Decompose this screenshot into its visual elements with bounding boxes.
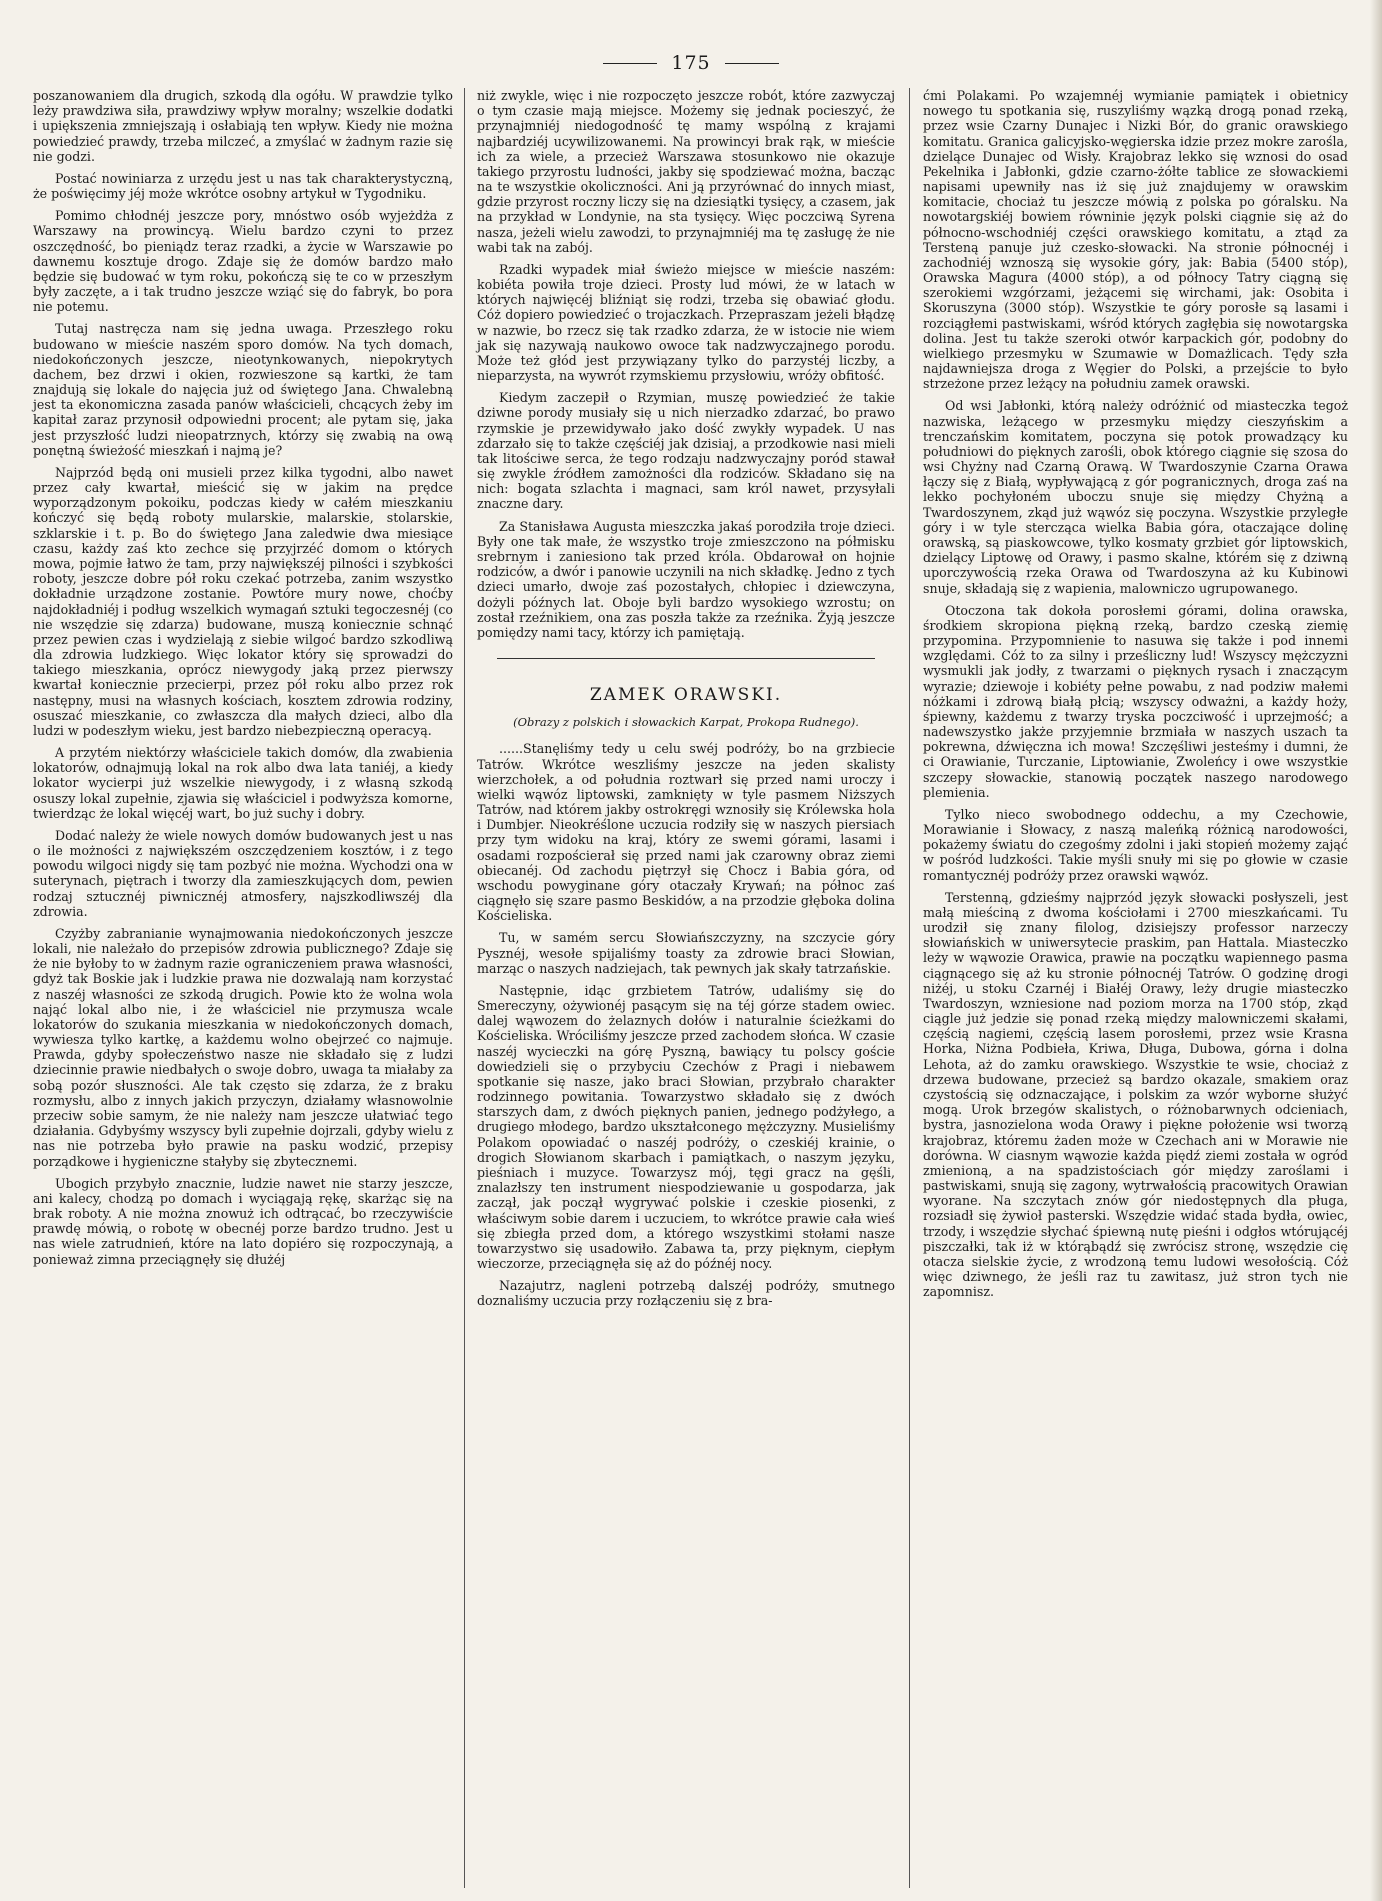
paragraph: Tutaj nastręcza nam się jedna uwaga. Przeszłego roku budowano w mieście naszém sporo domów. Na tych domach, niedokończonych jeszcze, nieotynkowanych, niepokrytych dachem, bez drzwi i okien, rozwieszone są kartki, że tam znajdują się lokale do najęcia już od świętego Jana. Chwalebną jest ta ekonomiczna zasada panów właścicieli, chcących żeby im kapitał zaraz przynosił odpowiedni procent; ale pytam się, jaka jest przyszłość ludzi nieopatrznych, którzy się zwabią na ową ponętną świeżość mieszkań i najmą je? <box>33 321 453 458</box>
paragraph: Postać nowiniarza z urzędu jest u nas tak charakterystyczną, że poświęcimy jéj może wkrótce osobny artykuł w Tygodniku. <box>33 170 453 202</box>
article-subtitle: (Obrazy z polskich i słowackich Karpat, Prokopa Rudnego). <box>513 714 859 729</box>
column-divider-2 <box>909 88 910 1888</box>
column-2-lower-text <box>477 741 895 1308</box>
paragraph: Kiedym zaczepił o Rzymian, muszę powiedzieć że takie dziwne porody musiały się u nich nierzadko zdarzać, bo prawo rzymskie je przewidywało jako dość zwykły wypadek. U nas zdarzało się to także częściéj jak dzisiaj, a przodkowie nasi mieli tak litościwe serca, że tego rodzaju nadzwyczajny poród stawał się zwykle źródłem zamożności dla rodziców. Składano się na nich: bogata szlachta i magnaci, sam król nawet, przysyłali znaczne dary. <box>477 390 895 512</box>
paragraph: poszanowaniem dla drugich, szkodą dla ogółu. W prawdzie tylko leży prawdziwa siła, prawdziwy wpływ moralny; wszelkie dodatki i upiększenia zmniejszają i osłabiają ten wpływ. Kiedy nie można powiedzieć prawdy, trzeba milczeć, a zmyślać w żadnym razie się nie godzi. <box>33 88 453 164</box>
paragraph: Tu, w samém sercu Słowiańszczyzny, na szczycie góry Pysznéj, wesołe spijaliśmy toasty za zdrowie braci Słowian, marząc o naszych nadziejach, tak pewnych jak skały tatrzańskie. <box>477 930 895 976</box>
paragraph: Od wsi Jabłonki, którą należy odróżnić od miasteczka tegoż nazwiska, leżącego w przesmyku między cieszyńskim a trenczańskim komitatem, poczyna się potok prowadzący ku południowi do pięknych zarośli, obok którego ciągnie się szosa do wsi Chyżny nad Czarną Orawą. W Twardoszynie Czarna Orawa łączy się z Białą, wypływającą z gór pogranicznych, droga zaś na lekko pochyłoném uboczu snuje się między Chyżną a Twardoszynem, zkąd już wąwóz się poczyna. Wszystkie przyległe góry i w tyle stercząca wielka Babia góra, otaczające dolinę orawską, są piaskowcowe, tylko kosmaty grzbiet gór liptowskich, dzielący Liptowę od Orawy, i pasmo skalne, którém się z dziwną uporczywością rzeka Orawa od Twardoszyna aż ku Kubinowi snuje, składają się z wapienia, malowniczo ugrupowanego. <box>923 398 1348 596</box>
page-header <box>0 52 1382 74</box>
paragraph: Tylko nieco swobodnego oddechu, a my Czechowie, Morawianie i Słowacy, z naszą maleńką różnicą narodowości, pokażemy światu do czegośmy zdolni i jaki stopień możemy zająć w pośród ludzkości. Takie myśli snuły mi się po głowie w czasie romantycznéj podróży przez orawski wąwóz. <box>923 806 1348 883</box>
column-1 <box>33 88 453 1274</box>
page-number: 175 <box>671 52 711 74</box>
paragraph: ......Stanęliśmy tedy u celu swéj podróży, bo na grzbiecie Tatrów. Wkrótce weszliśmy jeszcze na jeden skalisty wierzchołek, a od południa roztwarł się przed nami uroczy i wielki wąwóz liptowski, zamknięty w tyle pasmem Niższych Tatrów, nad którem jakby ostrokręgi wznosiły się Królewska hola i Dumbjer. Nieokréślone uczucia rodziły się w naszych piersiach przy tym widoku na kraj, który ze swemi górami, lasami i osadami rozpościerał się przed nami jak czarowny obraz ziemi obiecanéj. Od zachodu piętrzył się Chocz i Babia góra, od wschodu powyginane góry otaczały Krywań; na północ zaś ciągnęło się szare pasmo Beskidów, a na przodzie głęboka dolina Kościeliska. <box>477 741 895 924</box>
section-separator <box>497 658 875 659</box>
paragraph: Najprzód będą oni musieli przez kilka tygodni, albo nawet przez cały kwartał, mieścić się w jakim na prędce wyporządzonym pokoiku, podczas kiedy w całém mieszkaniu kończyć się będą roboty mularskie, malarskie, stolarskie, szklarskie i t. p. Bo do świętego Jana zaledwie dwa miesiące czasu, każdy zaś kto zechce się przyjrzéć domom o których mowa, pojmie łatwo że tam, przy największéj pilności i szybkości roboty, jeszcze dobre pół roku czekać potrzeba, zanim wszystko dokładnie urządzone zostanie. Powtóre mury nowe, choćby najdokładniéj i podług wszelkich wymagań sztuki tegoczesnéj (co nie wszędzie się zdarza) budowane, muszą koniecznie schnąć przez pewien czas i wydzielają z siebie wilgoć bardzo szkodliwą dla zdrowia ludzkiego. Więc lokator który się sprowadzi do takiego mieszkania, oprócz niewygody jaką przez pierwszy kwartał koniecznie przecierpi, przez pół roku albo przez rok następny, musi na własnych kościach, kosztem zdrowia rodziny, osuszać mieszkanie, co zwłaszcza dla małych dzieci, albo dla ludzi w podeszłym wieku, jest bardzo niebezpieczną operacyą. <box>33 464 453 738</box>
paragraph: Terstenną, gdzieśmy najprzód język słowacki posłyszeli, jest małą mieściną z dwoma kościołami i 2700 mieszkańcami. Tu urodził się znany filolog, dzisiejszy professor narzeczy słowiańskich w uniwersytecie praskim, pan Hattala. Miasteczko leży w wąwozie Orawica, prawie na początku wapiennego pasma ciągnącego się aż ku stronie północnéj Tatrów. O godzinę drogi niżéj, u stoku Czarnéj i Białéj Orawy, leży drugie miasteczko Twardoszyn, wzniesione nad poziom morza na 1700 stóp, zkąd ciągle już jedzie się ponad rzeką między malowniczemi skałami, częścią nagiemi, częścią lasem porosłemi, przez wsie Krasna Horka, Niżna Podbieła, Kriwa, Długa, Dubowa, górna i dolna Lehota, aż do zamku orawskiego. Wszystkie te wsie, chociaż z drzewa budowane, przecież są bardzo okazale, smakiem oraz czystością się odznaczające, i polskim za wzór wyborne służyć mogą. Urok brzegów skalistych, o różnobarwnych odcieniach, bystra, jasnozielona woda Orawy i piękne położenie wsi tworzą krajobraz, któremu żaden może w Czechach ani w Morawie nie dorówna. W ciasnym wąwozie każda piędź ziemi została w ogród zmienioną, a na spadzistościach gór między zaroślami i pastwiskami, snują się zagony, wytrwałością pracowitych Orawian wyorane. Na szczytach znów gór niedostępnych dla pługa, rozsiadł się żywioł pasterski. Wszędzie widać stada bydła, owiec, trzody, i wszędzie słychać śpiewną nutę pieśni i odgłos wtórującéj piszczałki, tak iż w którąbądź się zwrócisz stronę, wszędzie cię otacza sielskie życie, z wrodzoną temu ludowi wesołością. Cóż więc dziwnego, że jeśli raz tu zawitasz, już stron tych nie zapomnisz. <box>923 889 1348 1300</box>
article-title: ZAMEK ORAWSKI. <box>589 685 783 706</box>
column-2-upper-text <box>477 88 895 640</box>
paragraph: Dodać należy że wiele nowych domów budowanych jest u nas o ile możności z największém oszczędzeniem kosztów, i z tego powodu wilgoci nigdy się tam pozbyć nie można. Wychodzi ona w suterynach, piętrach i tworzy dla zamieszkujących dom, pewien rodzaj sztucznéj piwnicznéj atmosfery, najszkodliwszéj dla zdrowia. <box>33 827 453 919</box>
paragraph: Otoczona tak dokoła porosłemi górami, dolina orawska, środkiem skropiona piękną rzeką, bardzo czeską ziemię przypomina. Przypomnienie to nasuwa się także i pod innemi względami. Cóż to za silny i prześliczny lud! Wszyscy mężczyzni wysmukli jak jodły, z twarzami o pięknych rysach i znaczącym wyrazie; dziewoje i kobiéty pełne powabu, z nad podziw małemi nóżkami i zdrową białą płcią; wszyscy odważni, a każdy hoży, śpiewny, każdemu z twarzy tryska poczciwość i uprzejmość; a nadewszystko jakże przyjemnie brzmiała w naszych uszach ta pokrewna, dźwięczna ich mowa! Szczęśliwi jesteśmy i dumni, że ci Orawianie, Turczanie, Liptowianie, Zwoleńcy i owe wszystkie szczepy słowackie, stanowią początek naszego narodowego plemienia. <box>923 602 1348 800</box>
paragraph: Pomimo chłodnéj jeszcze pory, mnóstwo osób wyjeżdża z Warszawy na prowincyą. Wielu bardzo czyni to przez oszczędność, bo pieniądz teraz rzadki, a życie w Warszawie po dawnemu kosztuje drogo. Zdaje się że domów bardzo mało będzie się budować w tym roku, pokończą się te co w przeszłym były zaczęte, a i tak trudno jeszcze wziąć się do fabryk, bo pora nie potemu. <box>33 208 453 315</box>
paragraph: Czyżby zabranianie wynajmowania niedokończonych jeszcze lokali, nie należało do przepisów zdrowia publicznego? Zdaje się że nie byłoby to w żadnym razie ograniczeniem prawa własności, gdyż tak Boskie jak i ludzkie prawa nie dozwalają nam korzystać z naszéj własności ze szkodą drugich. Powie kto że wolna wola nająć lokal albo nie, i że właściciel nie przymusza wcale lokatorów do szukania mieszkania w niedokończonych domach, wywiesza tylko kartkę, a każdemu wolno obejrzeć co najmuje. Prawda, gdyby społeczeństwo nasze nie składało się z ludzi dziecinnie prawie niedbałych o swoje dobro, uwaga ta miałaby za sobą pozór słuszności. Ale tak często się zdarza, że z braku rozmysłu, albo z innych jakich przyczyn, działamy własnowolnie przeciw sobie samym, że nie należy nam jeszcze ułatwiać tego działania. Gdybyśmy wszyscy byli zupełnie dojrzali, gdyby wielu z nas nie potrzeba było prawie na pasku wodzić, przepisy porządkowe i hygieniczne stałyby się zbytecznemi. <box>33 925 453 1169</box>
column-3 <box>923 88 1348 1306</box>
header-rule-left <box>603 63 657 64</box>
paragraph: Ubogich przybyło znacznie, ludzie nawet nie starzy jeszcze, ani kalecy, chodzą po domach i wyciągają rękę, skarżąc się na brak roboty. A nie można znowuż ich odtrącać, bo rzeczywiście prawdę mówią, o robotę w obecnéj porze bardzo trudno. Jest u nas wiele zatrudnień, które na lato dopiéro się rozpoczynają, a ponieważ zimna przeciągnęły się dłużéj <box>33 1175 453 1267</box>
paragraph: Następnie, idąc grzbietem Tatrów, udaliśmy się do Smereczyny, ożywionéj pasącym się na téj górze stadem owiec. dalej wąwozem do żelaznych dołów i naturalnie ścieżkami do Kościeliska. Wróciliśmy jeszcze przed zachodem słońca. W czasie naszéj wycieczki na górę Pyszną, bawiący tu polscy goście dowiedzieli się o przybyciu Czechów z Pragi i niebawem spotkanie się nasze, jako braci Słowian, przybrało charakter rodzinnego powitania. Towarzystwo składało się z dwóch starszych dam, z dwóch pięknych panien, jednego podżyłego, a drugiego młodego, bardzo ukształconego mężczyzny. Musieliśmy Polakom opowiadać o naszéj podróży, o czeskiéj krainie, o drogich Słowianom skarbach i pamiątkach, o naszym języku, pieśniach i muzyce. Towarzysz mój, tęgi gracz na gęśli, znalazłszy ten instrument niespodziewanie u gospodarza, jak zaczął, jak począł wygrywać polskie i czeskie piosenki, z właściwym sobie darem i uczuciem, to wkrótce prawie cała wieś się zbiegła przed dom, a którego wszystkimi stołami nasze towarzystwo się usadowiło. Zabawa ta, przy pięknym, ciepłym wieczorze, przeciągnęła się aż do późnéj nocy. <box>477 982 895 1272</box>
paragraph: Nazajutrz, nagleni potrzebą dalszéj podróży, smutnego doznaliśmy uczucia przy rozłączeniu się z bra- <box>477 1278 895 1309</box>
paragraph: Rzadki wypadek miał świeżo miejsce w mieście naszém: kobiéta powiła troje dzieci. Prosty lud mówi, że w latach w których najwięcéj bliźniąt się rodzi, trzeba się obawiać głodu. Cóż dopiero powiedzieć o trojaczkach. Przepraszam jeżeli błądzę w nazwie, bo rzecz się tak rzadko zdarza, że w istocie nie wiem jak się nazywają naukowo owoce tak nadzwyczajnego porodu. Może też głód jest przywiązany tylko do parzystéj liczby, a nieparzysta, na wywrót rzymskiemu przysłowiu, wróży obfitość. <box>477 261 895 384</box>
paragraph: ćmi Polakami. Po wzajemnéj wymianie pamiątek i obietnicy nowego tu spotkania się, ruszyliśmy wązką drogą ponad rzeką, przez wsie Czarny Dunajec i Nizki Bór, do granic orawskiego komitatu. Granica galicyjsko-węgierska idzie przez mokre zarośla, dzielące Dunajec od Wisły. Krajobraz lekko się wznosi do osad Pekelnika i Jabłonki, gdzie czarno-żółte tablice ze słowackiemi napisami upewniły nas iż się już znajdujemy w orawskim komitacie, chociaż tu jeszcze mówią z polska po góralsku. Na nowotargskiéj bowiem równinie język polski ciągnie się aż do północno-wschodniéj części orawskiego komitatu, a ztąd za Tersteną panuje już czesko-słowacki. Na stronie północnéj i zachodniéj wznoszą się wysokie góry, jak: Babia (5400 stóp), Orawska Magura (4000 stóp), a od północy Tatry ciągną się szerokiemi wzgórzami, jeżącemi się wirchami, jak: Osobita i Skoruszyna (3000 stóp). Wszystkie te góry porosłe są lasami i rozciągłemi pastwiskami, wśród których zagłębia się nowotargska dolina. Jest tu także szeroki otwór karpackich gór, podobny do wielkiego przesmyku w Szumawie w Domażlicach. Tędy szła najdawniejsza droga z Węgier do Polski, a przejście to było strzeżone przez leżący na południu zamek orawski. <box>923 88 1348 392</box>
header-rule-right <box>725 63 779 64</box>
page-edge-shadow <box>1370 0 1382 1901</box>
column-divider-1 <box>464 88 465 1888</box>
paragraph: niż zwykle, więc i nie rozpoczęto jeszcze robót, które zazwyczaj o tym czasie mają miejsce. Możemy się jednak pocieszyć, że przynajmniéj niedogodność tę mamy wspólną z krajami najbardziéj ucywilizowanemi. Na prowincyi brak rąk, w mieście ich za wiele, a przecież Warszawa stosunkowo nie okazuje takiego przyrostu ludności, jakby się spodziewać można, bacząc na te wszystkie okoliczności. Ani ją przyrównać do innych miast, gdzie przyrost roczny liczy się na dziesiątki tysięcy, a czasem, jak na przykład w Londynie, na sta tysięcy. Więc poczciwą Syrena nasza, jeżeli wielu zawodzi, to przynajmniéj ma tę zasługę że nie wabi tak na zabój. <box>477 88 895 255</box>
column-2 <box>477 88 895 1316</box>
paragraph: Za Stanisława Augusta mieszczka jakaś porodziła troje dzieci. Były one tak małe, że wszystko troje zmieszczono na półmisku srebrnym i zaniesiono tak przed króla. Obdarował on hojnie rodziców, a dwór i panowie uczynili na nich składkę. Jedno z tych dzieci umarło, dwoje zaś pozostałych, chłopiec i dziewczyna, dożyli późnych lat. Oboje byli bardzo wysokiego wzrostu; on został rzeźnikiem, ona zas poszła także za rzeźnika. Żyją jeszcze pomiędzy nami tacy, którzy ich pamiętają. <box>477 518 895 640</box>
paragraph: A przytém niektórzy właściciele takich domów, dla zwabienia lokatorów, odnajmują lokal na rok albo dwa lata taniéj, a kiedy lokator wycierpi już wszelkie niewygody, i z własną szkodą osuszy lokal zupełnie, zjawia się właściciel i podwyższa komorne, twierdząc że lokal więcéj wart, bo już suchy i dobry. <box>33 745 453 821</box>
